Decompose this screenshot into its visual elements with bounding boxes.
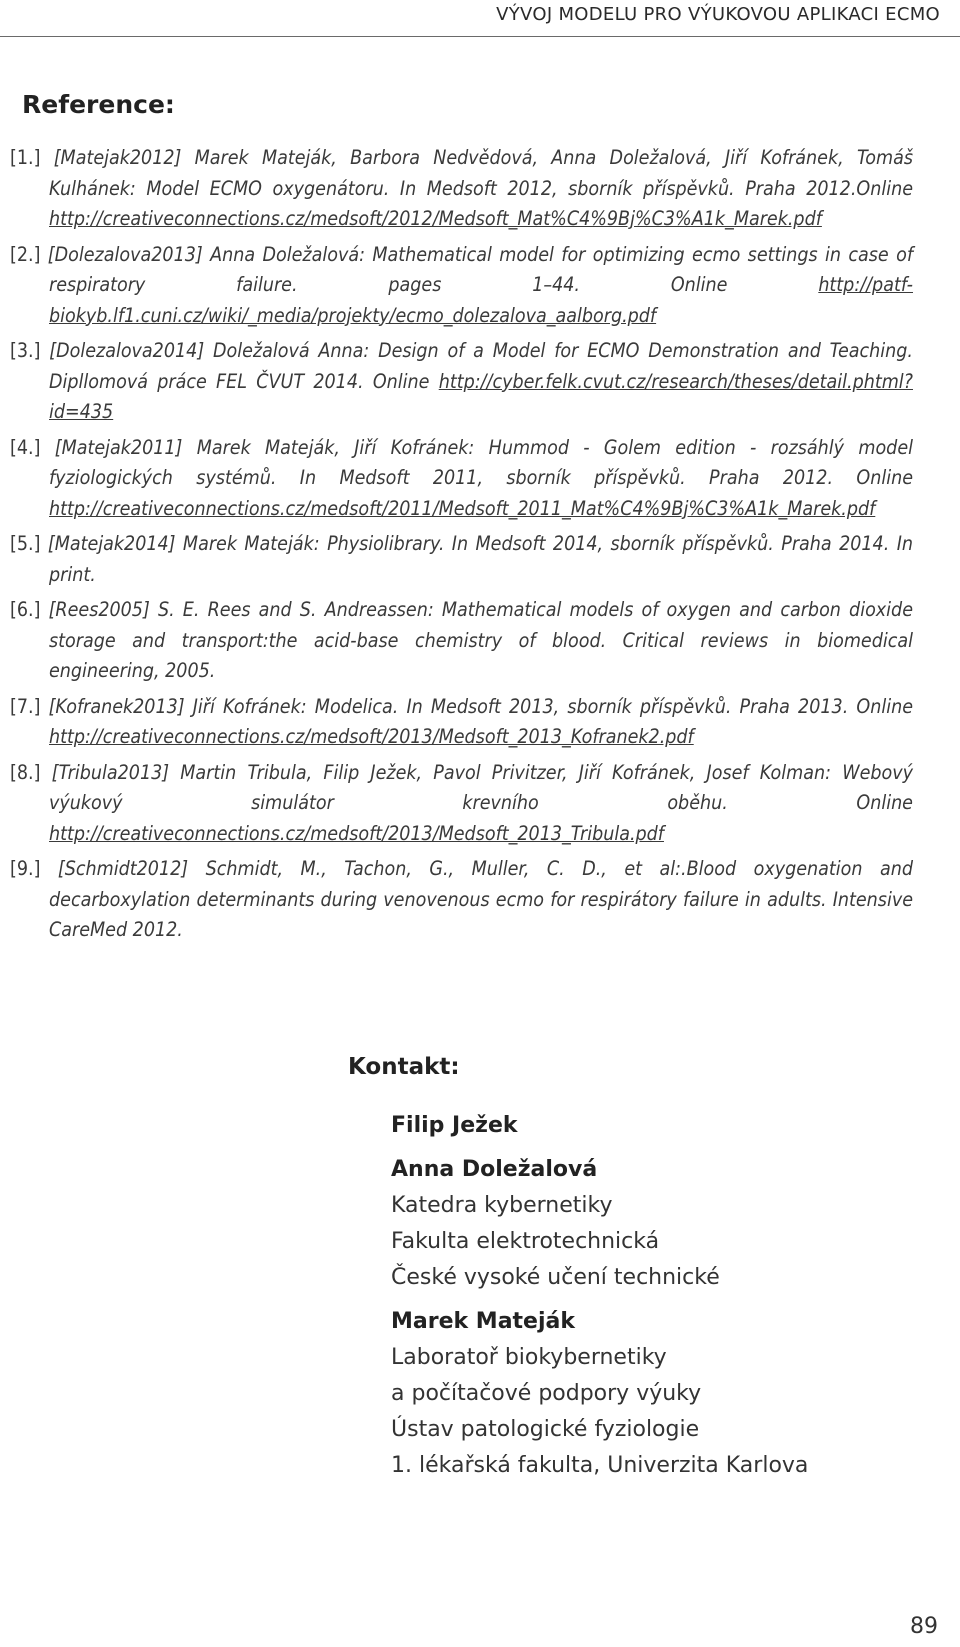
reference-number: [9.] bbox=[10, 857, 41, 880]
contact-name-dolezalova: Anna Doležalová bbox=[391, 1157, 598, 1182]
reference-number: [5.] bbox=[10, 532, 41, 555]
reference-text: [Matejak2012] Marek Mateják, Barbora Nedvědová, Anna Doležalová, Jiří Kofránek, Tomáš Kulhánek: Model ECMO oxygenátoru. In Medsoft 2012, sborník příspěvků. Praha 2012.Online bbox=[49, 146, 913, 200]
reference-text: [Rees2005] S. E. Rees and S. Andreassen: Mathematical models of oxygen and carbon dioxide storage and transport:the acid-base chemistry of blood. Critical reviews in biomedical engineering, 2005. bbox=[48, 598, 913, 682]
contact-affiliation-line: Fakulta elektrotechnická bbox=[391, 1229, 660, 1254]
reference-link[interactable]: http://creativeconnections.cz/medsoft/2013/Medsoft_2013_Kofranek2.pdf bbox=[49, 725, 694, 748]
contact-heading: Kontakt: bbox=[348, 1054, 460, 1080]
reference-text: [Kofranek2013] Jiří Kofránek: Modelica. In Medsoft 2013, sborník příspěvků. Praha 2013. Online bbox=[48, 694, 913, 718]
contact-affiliation-line: České vysoké učení technické bbox=[391, 1265, 720, 1290]
reference-item bbox=[10, 854, 913, 946]
contact-name-jezek: Filip Ježek bbox=[391, 1113, 518, 1138]
reference-number: [7.] bbox=[10, 694, 41, 718]
reference-number: [6.] bbox=[10, 598, 41, 621]
contact-name-matejak: Marek Mateják bbox=[391, 1309, 575, 1334]
reference-text: [Dolezalova2014] Doležalová Anna: Design of a Model for ECMO Demonstration and Teaching. Dipllomová práce FEL ČVUT 2014. Online bbox=[49, 339, 913, 393]
reference-link[interactable]: http://creativeconnections.cz/medsoft/2012/Medsoft_Mat%C4%9Bj%C3%A1k_Marek.pdf bbox=[49, 207, 822, 230]
reference-item bbox=[10, 758, 913, 850]
reference-text: [Schmidt2012] Schmidt, M., Tachon, G., Muller, C. D., et al:.Blood oxygenation and decarboxylation determinants during venovenous ecmo for respirátory failure in adults. Intensive CareMed 2012. bbox=[49, 857, 913, 941]
contact-affiliation-line: Katedra kybernetiky bbox=[391, 1193, 613, 1218]
contact-block bbox=[391, 1108, 891, 1484]
header-rule bbox=[0, 36, 960, 37]
reference-item bbox=[10, 692, 913, 753]
reference-number: [3.] bbox=[10, 339, 41, 362]
reference-item bbox=[10, 143, 913, 235]
reference-link[interactable]: http://patf-biokyb.lf1.cuni.cz/wiki/_media/projekty/ecmo_dolezalova_aalborg.pdf bbox=[49, 273, 913, 327]
reference-link[interactable]: http://creativeconnections.cz/medsoft/2011/Medsoft_2011_Mat%C4%9Bj%C3%A1k_Marek.pdf bbox=[49, 496, 876, 520]
reference-item bbox=[10, 433, 913, 525]
reference-number: [2.] bbox=[10, 242, 41, 266]
running-header: VÝVOJ MODELU PRO VÝUKOVOU APLIKACI ECMO bbox=[496, 4, 940, 25]
reference-text: [Matejak2014] Marek Mateják: Physiolibrary. In Medsoft 2014, sborník příspěvků. Praha 2014. In print. bbox=[47, 532, 913, 586]
reference-number: [1.] bbox=[10, 146, 41, 169]
reference-item bbox=[10, 529, 913, 590]
contact-affiliation-line: 1. lékařská fakulta, Univerzita Karlova bbox=[391, 1453, 809, 1478]
reference-text: [Matejak2011] Marek Mateják, Jiří Kofránek: Hummod - Golem edition - rozsáhlý model fyziologických systémů. In Medsoft 2011, sborník příspěvků. Praha 2012. Online bbox=[49, 435, 913, 489]
reference-text: [Dolezalova2013] Anna Doležalová: Mathematical model for optimizing ecmo settings in case of respiratory failure. pages 1–44. Online bbox=[47, 242, 913, 296]
reference-link[interactable]: http://cyber.felk.cvut.cz/research/theses/detail.phtml?id=435 bbox=[49, 369, 913, 423]
reference-text: [Tribula2013] Martin Tribula, Filip Ježek, Pavol Privitzer, Jiří Kofránek, Josef Kolman: Webový výukový simulátor krevního oběhu. Online bbox=[49, 760, 913, 814]
reference-item bbox=[10, 336, 913, 428]
reference-list bbox=[10, 143, 913, 951]
reference-item bbox=[10, 595, 913, 687]
reference-link[interactable]: http://creativeconnections.cz/medsoft/2013/Medsoft_2013_Tribula.pdf bbox=[49, 821, 664, 845]
reference-number: [8.] bbox=[10, 760, 41, 784]
contact-affiliation-line: Ústav patologické fyziologie bbox=[391, 1417, 700, 1442]
reference-item bbox=[10, 240, 913, 332]
contact-affiliation-line: Laboratoř biokybernetiky bbox=[391, 1345, 667, 1370]
references-heading: Reference: bbox=[22, 90, 175, 119]
page-number: 89 bbox=[910, 1614, 938, 1639]
reference-number: [4.] bbox=[10, 435, 41, 459]
contact-affiliation-line: a počítačové podpory výuky bbox=[391, 1381, 702, 1406]
